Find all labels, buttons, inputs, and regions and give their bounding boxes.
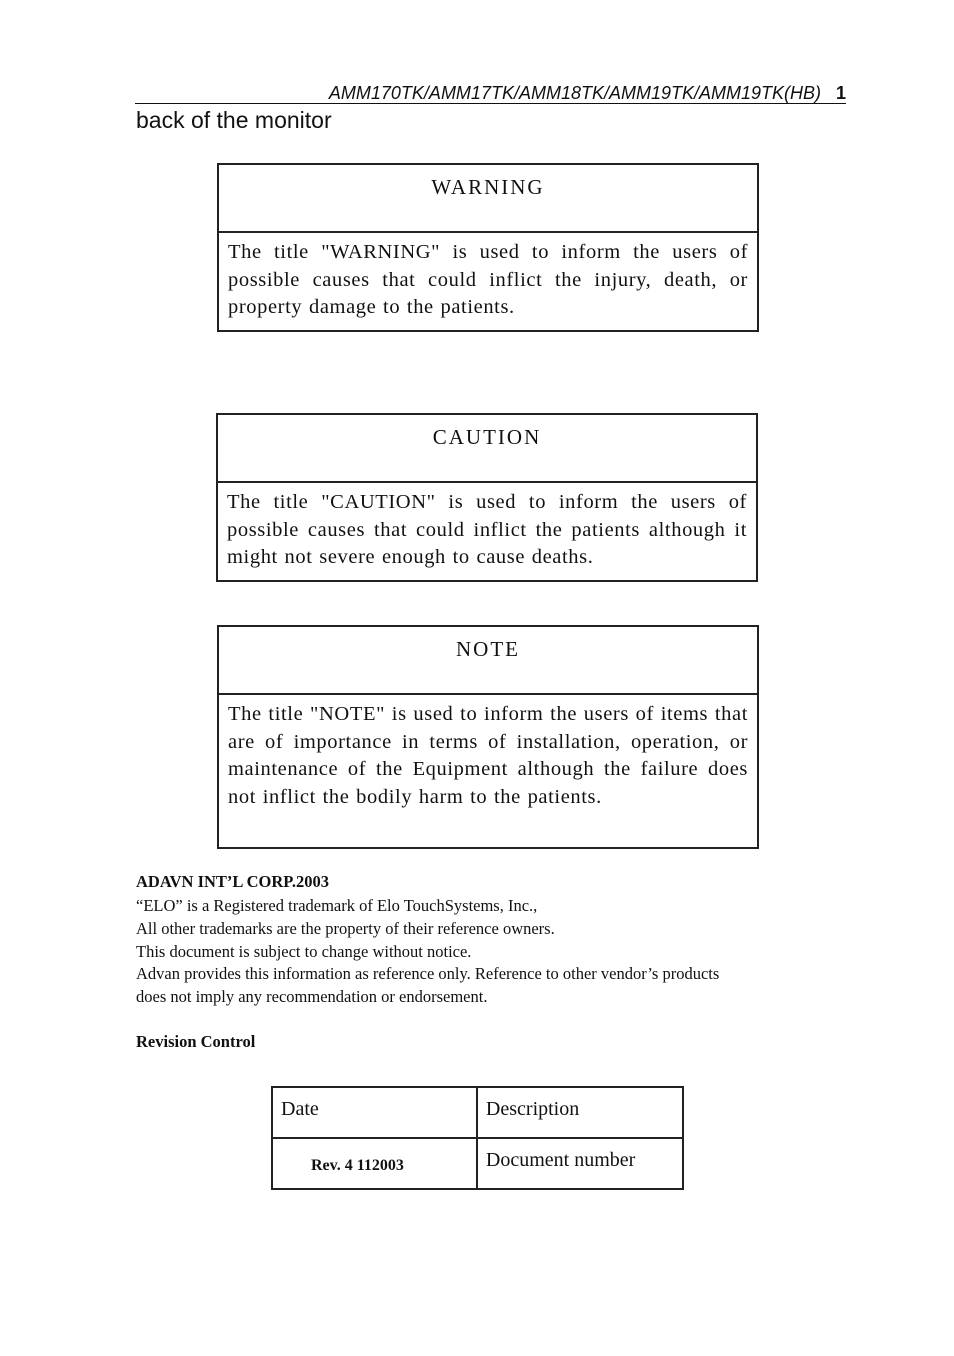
legal-line: This document is subject to change without notice. bbox=[136, 941, 472, 961]
description-column-header: Description bbox=[477, 1087, 683, 1138]
caution-box bbox=[216, 413, 758, 582]
caution-body: The title "CAUTION" is used to inform the users of possible causes that could inflict the patients although it might not severe enough to cause deaths. bbox=[227, 491, 747, 569]
warning-box bbox=[217, 163, 759, 332]
revision-description-cell: Document number bbox=[477, 1138, 683, 1189]
warning-body: The title "WARNING" is used to inform the users of possible causes that could inflict the injury, death, or property damage to the patients. bbox=[228, 241, 748, 319]
note-title: NOTE bbox=[219, 627, 757, 695]
table-row bbox=[272, 1138, 683, 1189]
legal-line: Advan provides this information as reference only. Reference to other vendor’s products bbox=[136, 964, 720, 984]
document-model-header: AMM170TK/AMM17TK/AMM18TK/AMM19TK/AMM19TK(HB) bbox=[328, 83, 821, 103]
table-header-row bbox=[272, 1087, 683, 1138]
warning-title: WARNING bbox=[219, 165, 757, 233]
section-heading: back of the monitor bbox=[136, 107, 332, 133]
header-divider bbox=[135, 103, 846, 104]
date-column-header: Date bbox=[272, 1087, 477, 1138]
revision-control-heading: Revision Control bbox=[136, 1032, 256, 1051]
caution-title: CAUTION bbox=[218, 415, 756, 483]
revision-date-cell: Rev. 4 112003 bbox=[272, 1138, 477, 1189]
legal-notice bbox=[136, 895, 836, 1009]
legal-line: does not imply any recommendation or endorsement. bbox=[136, 987, 488, 1007]
note-box bbox=[217, 625, 759, 849]
page-number: 1 bbox=[835, 83, 846, 103]
legal-line: All other trademarks are the property of their reference owners. bbox=[136, 918, 555, 938]
company-copyright: ADAVN INT’L CORP.2003 bbox=[136, 872, 329, 891]
note-body: The title "NOTE" is used to inform the users of items that are of importance in terms of installation, operation, or maintenance of the Equipment although the failure does not inflict the bodily harm to the patients. bbox=[228, 703, 748, 809]
revision-table bbox=[271, 1086, 684, 1190]
legal-line: “ELO” is a Registered trademark of Elo TouchSystems, Inc., bbox=[136, 896, 538, 915]
